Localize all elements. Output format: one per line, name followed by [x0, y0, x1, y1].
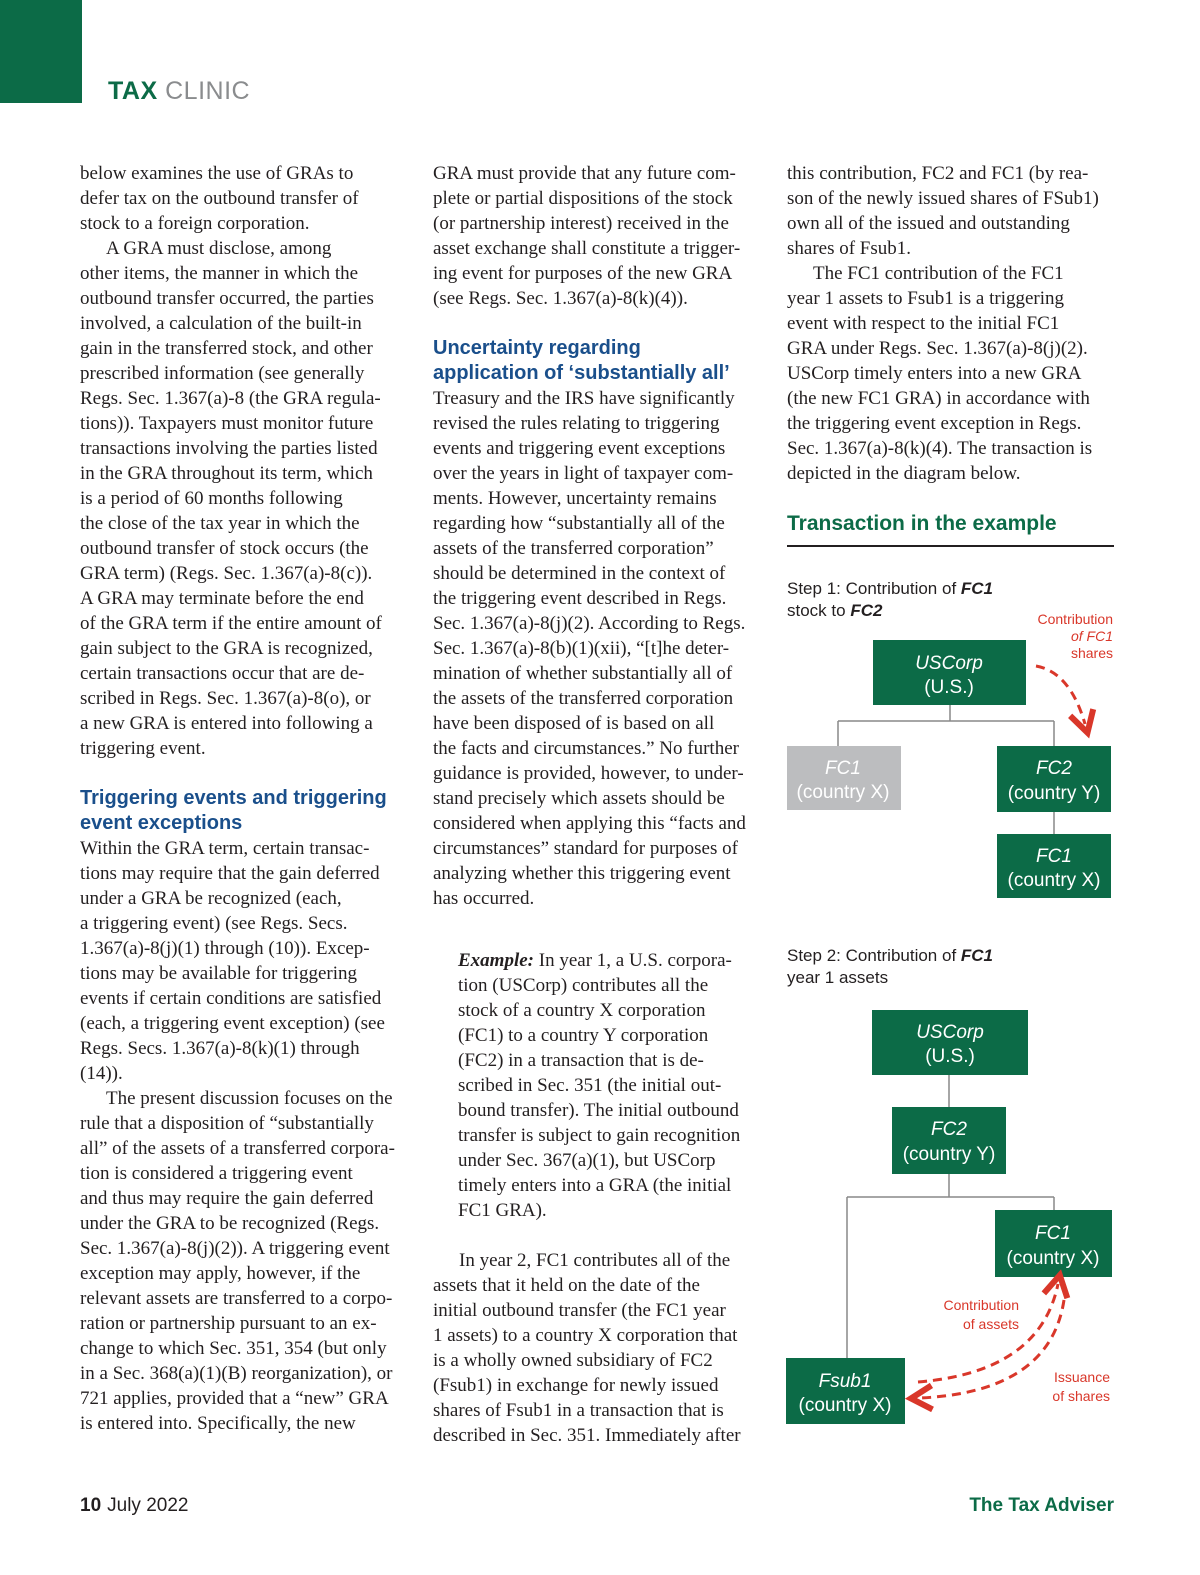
column-2: [433, 161, 768, 1448]
transaction-diagram: [780, 570, 1125, 1440]
col1-paragraph-1: below examines the use of GRAs to defer tax on the outbound transfer of stock to a foreign corporation.: [80, 163, 359, 234]
heading-rule: [787, 545, 1114, 547]
svg-text:Fsub1: Fsub1: [818, 1371, 872, 1392]
step2-issuance-arrow: [920, 1300, 1064, 1398]
step2-fc1-box: [995, 1210, 1112, 1277]
svg-text:of assets: of assets: [962, 1316, 1019, 1332]
svg-text:FC1: FC1: [825, 758, 861, 779]
col1-paragraph-3: Within the GRA term, certain transac- tions may require that the gain deferred under a GRA be recognized (each, a triggering event) (see Regs. Secs. 1.367(a)-8(j)(1) through (10)). Excep- tions may be available for triggering events if certain conditions are satisfied (each, a triggering event exception) (see Regs. Secs. 1.367(a)-8(k)(1) through (14)).: [80, 838, 385, 1084]
step2-fc2-box: [892, 1107, 1006, 1174]
step2-title-line2: year 1 assets: [787, 968, 889, 987]
svg-text:of FC1: of FC1: [1070, 628, 1113, 644]
svg-text:Contribution: Contribution: [1037, 611, 1113, 627]
step1-fc1-box: [997, 834, 1111, 898]
col1-paragraph-2: A GRA must disclose, among other items, the manner in which the outbound transfer occurred, the parties involved, a calculation of the built-in gain in the transferred stock, and other prescribed information (see generally Regs. Sec. 1.367(a)-8 (the GRA regula- tions)). Taxpayers must monitor future transactions involving the parties listed in the GRA throughout its term, which is a period of 60 months following the close of the tax year in which the outbound transfer of stock occurs (the GRA term) (Regs. Sec. 1.367(a)-8(c)). A GRA may terminate before the end of the GRA term if the entire amount of gain subject to the GRA is recognized, certain transactions occur that are de- scribed in Regs. Sec. 1.367(a)-8(o), or a new GRA is entered into following a triggering event.: [80, 238, 382, 759]
svg-text:(country X): (country X): [798, 1395, 892, 1416]
col2-paragraph-2: Treasury and the IRS have significantly revised the rules relating to triggering events and triggering event exceptions over the years in light of taxpayer com- ments. However, uncertainty remains regarding how “substantially all of the assets of the transferred corporation” should be determined in the context of the triggering event described in Regs. Sec. 1.367(a)-8(j)(2). According to Regs. Sec. 1.367(a)-8(b)(1)(xii), “[t]he deter- mination of whether substantially all of the assets of the transferred corporation have been disposed of is based on all the facts and circumstances.” No further guidance is provided, however, to under- stand precisely which assets should be considered when applying this “facts and circumstances” standard for purposes of analyzing whether this triggering event has occurred.: [433, 388, 746, 909]
section-label-bold: TAX: [108, 77, 158, 105]
svg-text:Issuance: Issuance: [1053, 1369, 1110, 1385]
svg-text:FC1: FC1: [1035, 1223, 1071, 1244]
svg-text:(country X): (country X): [796, 782, 890, 803]
example-lead: Example:: [458, 950, 534, 971]
svg-text:shares: shares: [1070, 645, 1113, 661]
col2-paragraph-3: In year 2, FC1 contributes all of the assets that it held on the date of the initial outbound transfer (the FC1 year 1 assets) to a country X corporation that is a wholly owned subsidiary of FC2 (Fsub1) in exchange for newly issued shares of Fsub1 in a transaction that is described in Sec. 351. Immediately after: [433, 1250, 741, 1446]
publication-name: The Tax Adviser: [969, 1495, 1114, 1516]
col2-paragraph-1: GRA must provide that any future com- plete or partial dispositions of the stock (or partnership interest) received in the asset exchange shall constitute a trigger- ing event for purposes of the new GRA (see Regs. Sec. 1.367(a)-8(k)(4)).: [433, 163, 741, 309]
step2-fsub1-box: [786, 1358, 905, 1424]
heading-uncertainty: Uncertainty regarding application of ‘substantially all’: [433, 337, 730, 384]
svg-text:(U.S.): (U.S.): [924, 677, 974, 698]
col3-paragraph-1: this contribution, FC2 and FC1 (by rea- son of the newly issued shares of FSub1) own all of the issued and outstanding shares of Fsub1.: [787, 163, 1099, 259]
heading-transaction-example: Transaction in the example: [787, 512, 1057, 535]
step1-contribution-note: [1038, 611, 1114, 661]
svg-text:(country X): (country X): [1006, 1248, 1100, 1269]
step1-uscorp-box: [873, 640, 1026, 705]
example-body: In year 1, a U.S. corpora- tion (USCorp) contributes all the stock of a country X corporation (FC1) to a country Y corporation (FC2) in a transaction that is de- scribed in Sec. 351 (the initial out- bound transfer). The initial outbound transfer is subject to gain recognition under Sec. 367(a)(1), but USCorp timely enters into a GRA (the initial FC1 GRA).: [458, 950, 741, 1221]
page-number: 10: [80, 1495, 102, 1516]
example-paragraph: [433, 948, 768, 1223]
svg-text:Contribution: Contribution: [943, 1297, 1019, 1313]
col1-paragraph-4: The present discussion focuses on the rule that a disposition of “substantially all” of the assets of a transferred corpora- tion is considered a triggering event and thus may require the gain deferred under the GRA to be recognized (Regs. Sec. 1.367(a)-8(j)(2)). A triggering event exception may apply, however, if the relevant assets are transferred to a corpo- ration or partnership pursuant to an ex- change to which Sec. 351, 354 (but only in a Sec. 368(a)(1)(B) reorganization), or 721 applies, provided that a “new” GRA is entered into. Specifically, the new: [80, 1088, 395, 1434]
svg-text:of shares: of shares: [1052, 1388, 1110, 1404]
svg-text:USCorp: USCorp: [915, 653, 983, 674]
issue-date: July 2022: [107, 1495, 189, 1516]
col3-paragraph-2: The FC1 contribution of the FC1 year 1 assets to Fsub1 is a triggering event with respect to the initial FC1 GRA under Regs. Sec. 1.367(a)-8(j)(2). USCorp timely enters into a new GRA (the new FC1 GRA) in accordance with the triggering event exception in Regs. Sec. 1.367(a)-8(k)(4). The transaction is depicted in the diagram below.: [787, 263, 1093, 484]
heading-triggering-events: Triggering events and triggering event exceptions: [80, 787, 387, 834]
svg-text:FC1: FC1: [1036, 846, 1072, 867]
step2-uscorp-box: [872, 1010, 1028, 1075]
step2-issuance-note: [1052, 1369, 1110, 1404]
step1-fc1-transferred-box: [787, 746, 901, 810]
step1-contribution-arrow: [1036, 666, 1085, 724]
svg-text:FC2: FC2: [931, 1119, 967, 1140]
header-color-block: [0, 0, 82, 103]
svg-text:USCorp: USCorp: [916, 1022, 984, 1043]
step1-title: Step 1: Contribution of FC1: [787, 579, 994, 598]
svg-text:(country Y): (country Y): [1007, 783, 1101, 804]
step2-contribution-note: [944, 1297, 1020, 1332]
page-footer-left: [80, 1495, 188, 1517]
svg-text:FC2: FC2: [1036, 758, 1072, 779]
section-label-light: CLINIC: [165, 77, 251, 105]
svg-text:(country Y): (country Y): [902, 1144, 996, 1165]
column-3: [787, 161, 1117, 547]
step1-title-line2: stock to FC2: [787, 601, 883, 620]
column-1: [80, 161, 420, 1436]
svg-text:(country X): (country X): [1007, 870, 1101, 891]
svg-text:(U.S.): (U.S.): [925, 1046, 975, 1067]
section-label: [108, 77, 250, 106]
step2-title: Step 2: Contribution of FC1: [787, 946, 994, 965]
step1-fc2-box: [997, 746, 1111, 812]
